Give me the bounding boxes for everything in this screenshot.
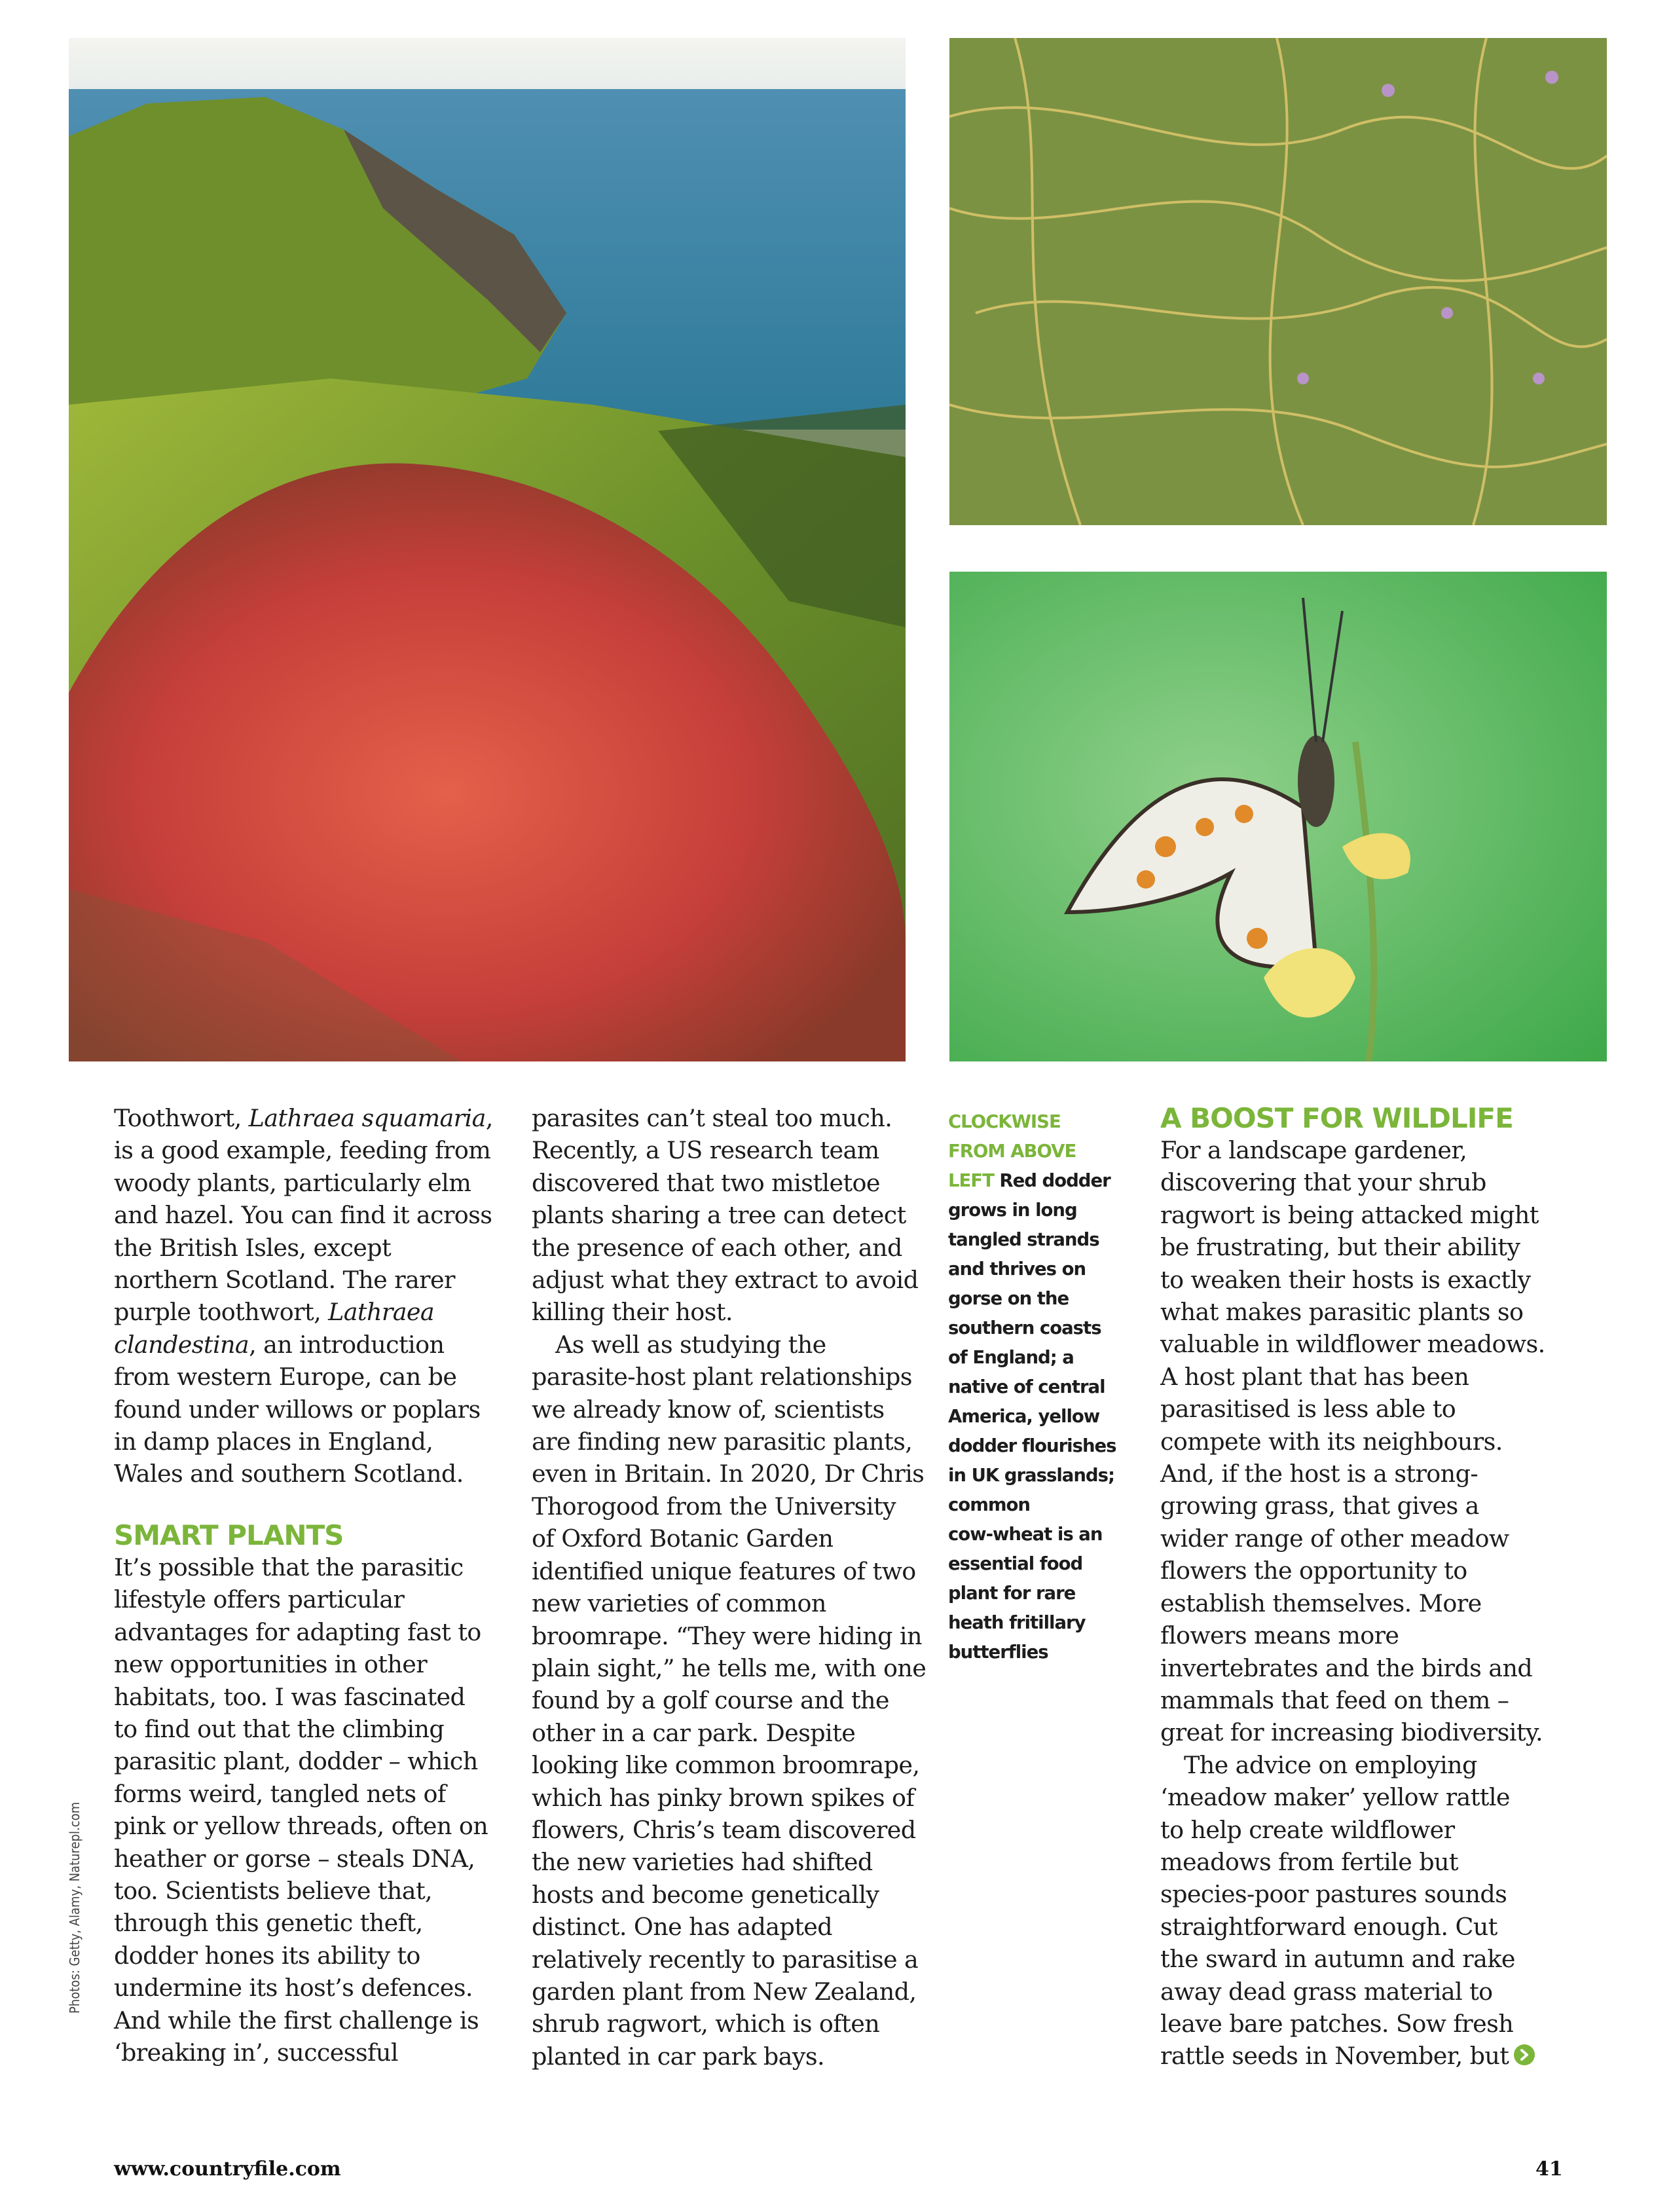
- text-line: rattle seeds in November, but: [1160, 2042, 1509, 2071]
- caption-line: of England; a: [948, 1347, 1074, 1368]
- text-line: planted in car park bays.: [532, 2042, 824, 2071]
- text-line: the new varieties had shifted: [532, 1848, 873, 1877]
- text-line: invertebrates and the birds and: [1160, 1653, 1533, 1682]
- text-line: of Oxford Botanic Garden: [532, 1524, 834, 1553]
- text-line: A host plant that has been: [1160, 1362, 1469, 1391]
- caption-line: dodder flourishes: [948, 1435, 1116, 1456]
- caption-line: essential food: [948, 1553, 1083, 1574]
- caption-line: grows in long: [948, 1200, 1077, 1221]
- caption-line: in UK grasslands;: [948, 1465, 1114, 1486]
- text-line: other in a car park. Despite: [532, 1718, 856, 1747]
- caption-line: common: [948, 1494, 1030, 1515]
- article-column-1: [114, 1102, 500, 2069]
- text-line: And while the first challenge is: [114, 2006, 479, 2035]
- text-line: away dead grass material to: [1160, 1977, 1493, 2006]
- coast-photo: [69, 38, 906, 1061]
- caption-heading: FROM ABOVE: [948, 1141, 1076, 1162]
- text-line: It’s possible that the parasitic: [114, 1553, 464, 1581]
- article-column-2: [532, 1102, 927, 2073]
- text-line: broomrape. “They were hiding in: [532, 1621, 922, 1650]
- section-heading-boost-for-wildlife: A BOOST FOR WILDLIFE: [1160, 1102, 1513, 1134]
- text-line: to weaken their hosts is exactly: [1160, 1265, 1531, 1294]
- text-line: plants sharing a tree can detect: [532, 1201, 906, 1230]
- text-line: discovering that your shrub: [1160, 1168, 1486, 1197]
- caption-line: native of central: [948, 1376, 1105, 1397]
- text-line: found by a golf course and the: [532, 1686, 889, 1715]
- caption-line: LEFT Red dodder: [948, 1170, 1111, 1191]
- text-line: found under willows or poplars: [114, 1395, 481, 1424]
- text-line: wider range of other meadow: [1160, 1524, 1509, 1553]
- text-line: flowers, Chris’s team discovered: [532, 1815, 916, 1844]
- text-line: meadows from fertile but: [1160, 1847, 1458, 1876]
- text-line: establish themselves. More: [1160, 1589, 1482, 1617]
- text-line: to help create wildflower: [1160, 1815, 1455, 1844]
- caption-line: plant for rare: [948, 1583, 1076, 1604]
- text-line: flowers the opportunity to: [1160, 1557, 1467, 1585]
- butterfly-photo: [949, 572, 1607, 1061]
- text-line: we already know of, scientists: [532, 1395, 885, 1424]
- text-line: plain sight,” he tells me, with one: [532, 1653, 927, 1682]
- text-line: too. Scientists believe that,: [114, 1876, 433, 1905]
- text-line: purple toothwort, Lathraea: [114, 1298, 435, 1327]
- text-line: growing grass, that gives a: [1160, 1492, 1479, 1521]
- text-line: looking like common broomrape,: [532, 1751, 920, 1780]
- text-line: clandestina, an introduction: [114, 1330, 445, 1359]
- section-heading-smart-plants: SMART PLANTS: [114, 1519, 344, 1551]
- text-line: flowers means more: [1160, 1621, 1399, 1650]
- text-line: adjust what they extract to avoid: [532, 1266, 919, 1295]
- text-line: Thorogood from the University: [532, 1492, 896, 1521]
- text-line: be frustrating, but their ability: [1160, 1233, 1520, 1262]
- photo-credit: Photos: Getty, Alamy, Naturepl.com: [67, 1801, 83, 2014]
- text-line: the sward in autumn and rake: [1160, 1945, 1515, 1974]
- text-line: in damp places in England,: [114, 1428, 433, 1456]
- dodder-photo: [949, 38, 1607, 525]
- text-line: parasites can’t steal too much.: [532, 1104, 892, 1132]
- caption-line: southern coasts: [948, 1318, 1101, 1338]
- text-line: northern Scotland. The rarer: [114, 1266, 455, 1295]
- text-line: distinct. One has adapted: [532, 1913, 833, 1942]
- caption-line: America, yellow: [948, 1406, 1100, 1427]
- text-line: killing their host.: [532, 1298, 733, 1327]
- text-line: what makes parasitic plants so: [1160, 1298, 1524, 1327]
- text-line: As well as studying the: [555, 1330, 826, 1359]
- text-line: leave bare patches. Sow fresh: [1160, 2009, 1514, 2038]
- text-line: habitats, too. I was fascinated: [114, 1682, 466, 1711]
- text-line: from western Europe, can be: [114, 1363, 457, 1392]
- caption-line: tangled strands: [948, 1229, 1099, 1250]
- caption-line: heath fritillary: [948, 1612, 1086, 1633]
- text-line: the British Isles, except: [114, 1233, 392, 1262]
- text-line: compete with its neighbours.: [1160, 1427, 1503, 1456]
- page-number: 41: [1535, 2158, 1563, 2181]
- text-line: parasitised is less able to: [1160, 1395, 1456, 1424]
- text-line: And, if the host is a strong-: [1160, 1460, 1478, 1488]
- text-line: pink or yellow threads, often on: [114, 1812, 488, 1841]
- text-line: even in Britain. In 2020, Dr Chris: [532, 1460, 925, 1488]
- text-line: ‘breaking in’, successful: [114, 2038, 398, 2067]
- text-line: Toothwort, Lathraea squamaria,: [114, 1104, 493, 1132]
- text-line: Recently, a US research team: [532, 1136, 879, 1165]
- text-line: For a landscape gardener,: [1160, 1136, 1467, 1164]
- text-line: forms weird, tangled nets of: [114, 1779, 446, 1808]
- text-line: parasitic plant, dodder – which: [114, 1747, 478, 1776]
- text-line: identified unique features of two: [532, 1557, 916, 1585]
- text-line: which has pinky brown spikes of: [532, 1783, 915, 1812]
- text-line: are finding new parasitic plants,: [532, 1428, 913, 1456]
- footer-url[interactable]: www.countryfile.com: [114, 2158, 341, 2181]
- text-line: through this genetic theft,: [114, 1909, 423, 1938]
- text-line: Wales and southern Scotland.: [114, 1460, 464, 1488]
- text-line: relatively recently to parasitise a: [532, 1945, 919, 1974]
- text-line: mammals that feed on them –: [1160, 1686, 1509, 1714]
- text-line: undermine its host’s defences.: [114, 1974, 473, 2002]
- text-line: woody plants, particularly elm: [114, 1168, 471, 1197]
- text-line: heather or gorse – steals DNA,: [114, 1844, 475, 1873]
- text-line: is a good example, feeding from: [114, 1136, 491, 1165]
- text-line: advantages for adapting fast to: [114, 1617, 481, 1646]
- text-line: ‘meadow maker’ yellow rattle: [1160, 1783, 1510, 1812]
- text-line: great for increasing biodiversity.: [1160, 1718, 1543, 1747]
- text-line: valuable in wildflower meadows.: [1160, 1330, 1545, 1359]
- text-line: new varieties of common: [532, 1589, 826, 1618]
- text-line: ragwort is being attacked might: [1160, 1200, 1539, 1229]
- text-line: new opportunities in other: [114, 1650, 428, 1679]
- caption-line: and thrives on: [948, 1259, 1086, 1280]
- text-line: parasite-host plant relationships: [532, 1363, 912, 1392]
- caption-line: gorse on the: [948, 1288, 1069, 1309]
- text-line: shrub ragwort, which is often: [532, 2010, 880, 2038]
- text-line: the presence of each other, and: [532, 1233, 902, 1262]
- caption-line: butterflies: [948, 1642, 1048, 1663]
- article-column-4: [1160, 1102, 1553, 2073]
- text-line: The advice on employing: [1184, 1750, 1477, 1779]
- chevron-right-circle-icon: [1514, 2044, 1535, 2065]
- text-line: dodder hones its ability to: [114, 1941, 420, 1970]
- text-line: garden plant from New Zealand,: [532, 1977, 917, 2006]
- text-line: lifestyle offers particular: [114, 1585, 405, 1614]
- photo-caption: [948, 1107, 1131, 1667]
- caption-line: cow-wheat is an: [948, 1524, 1103, 1545]
- text-line: discovered that two mistletoe: [532, 1168, 880, 1197]
- text-line: straightforward enough. Cut: [1160, 1912, 1497, 1941]
- text-line: hosts and become genetically: [532, 1880, 879, 1909]
- text-line: species-poor pastures sounds: [1160, 1880, 1507, 1909]
- text-line: and hazel. You can find it across: [114, 1201, 492, 1230]
- text-line: to find out that the climbing: [114, 1714, 445, 1743]
- caption-heading: CLOCKWISE: [948, 1111, 1061, 1132]
